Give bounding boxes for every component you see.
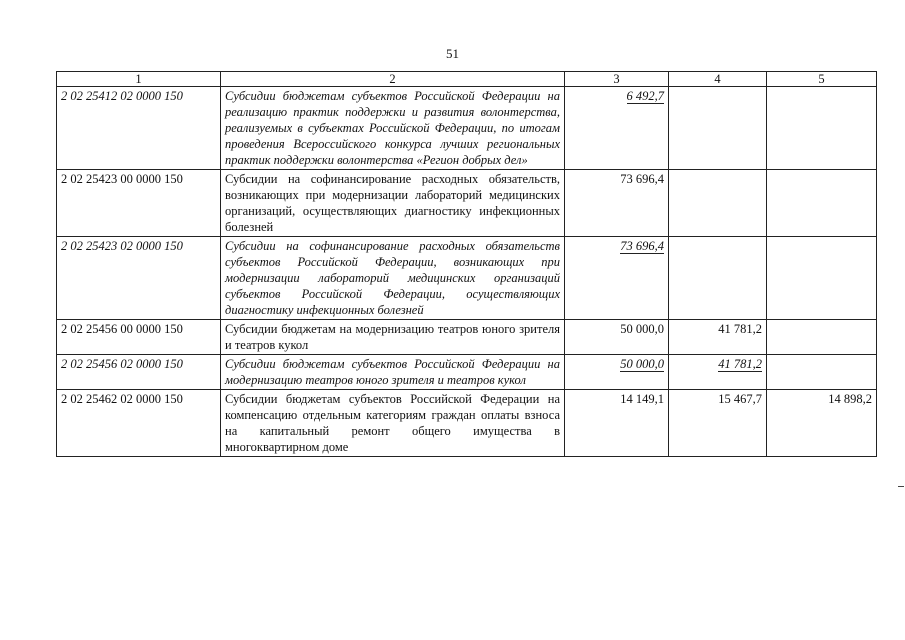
amount-col4-cell <box>669 237 767 320</box>
budget-table <box>56 71 877 457</box>
amount-col5-cell <box>767 87 877 170</box>
table-row <box>57 237 877 320</box>
column-header-1: 1 <box>57 72 221 87</box>
table-row <box>57 87 877 170</box>
amount-col5-cell <box>767 237 877 320</box>
table-row <box>57 390 877 457</box>
budget-code-cell: 2 02 25423 02 0000 150 <box>57 237 221 320</box>
description-cell: Субсидии бюджетам субъектов Российской Федерации на компенсацию отдельным категориям граждан оплаты взноса на капитальный ремонт общего имущества в многоквартирном доме <box>221 390 565 457</box>
budget-code-cell: 2 02 25462 02 0000 150 <box>57 390 221 457</box>
amount-col4-cell: 41 781,2 <box>669 320 767 355</box>
margin-mark <box>898 486 904 487</box>
column-header-3: 3 <box>565 72 669 87</box>
description-cell: Субсидии бюджетам субъектов Российской Федерации на реализацию практик поддержки и развития волонтерства, реализуемых в субъектах Российской Федерации, по итогам проведения Всероссийского конкурса лучших региональных практик поддержки волонтерства «Регион добрых дел» <box>221 87 565 170</box>
description-cell: Субсидии бюджетам на модернизацию театров юного зрителя и театров кукол <box>221 320 565 355</box>
budget-code-cell: 2 02 25412 02 0000 150 <box>57 87 221 170</box>
column-header-4: 4 <box>669 72 767 87</box>
amount-col3-cell: 73 696,4 <box>565 237 669 320</box>
amount-col4-cell <box>669 170 767 237</box>
table-row <box>57 355 877 390</box>
amount-col3-cell: 73 696,4 <box>565 170 669 237</box>
amount-col5-cell: 14 898,2 <box>767 390 877 457</box>
column-header-2: 2 <box>221 72 565 87</box>
budget-code-cell: 2 02 25456 02 0000 150 <box>57 355 221 390</box>
description-cell: Субсидии бюджетам субъектов Российской Федерации на модернизацию театров юного зрителя и театров кукол <box>221 355 565 390</box>
amount-col3-cell: 50 000,0 <box>565 320 669 355</box>
amount-col5-cell <box>767 355 877 390</box>
amount-col4-cell <box>669 87 767 170</box>
page-number: 51 <box>446 46 459 61</box>
column-header-5: 5 <box>767 72 877 87</box>
header-row <box>57 72 877 87</box>
amount-col4-cell: 15 467,7 <box>669 390 767 457</box>
amount-col3-cell: 6 492,7 <box>565 87 669 170</box>
amount-col3-cell: 14 149,1 <box>565 390 669 457</box>
amount-col3-cell: 50 000,0 <box>565 355 669 390</box>
amount-col5-cell <box>767 170 877 237</box>
table-row <box>57 320 877 355</box>
budget-code-cell: 2 02 25456 00 0000 150 <box>57 320 221 355</box>
description-cell: Субсидии на софинансирование расходных обязательств, возникающих при модернизации лабораторий медицинских организаций, осуществляющих диагностику инфекционных болезней <box>221 170 565 237</box>
description-cell: Субсидии на софинансирование расходных обязательств субъектов Российской Федерации, возникающих при модернизации лабораторий медицинских организаций субъектов Российской Федерации, осуществляющих диагностику инфекционных болезней <box>221 237 565 320</box>
amount-col5-cell <box>767 320 877 355</box>
amount-col4-cell: 41 781,2 <box>669 355 767 390</box>
budget-code-cell: 2 02 25423 00 0000 150 <box>57 170 221 237</box>
table-row <box>57 170 877 237</box>
